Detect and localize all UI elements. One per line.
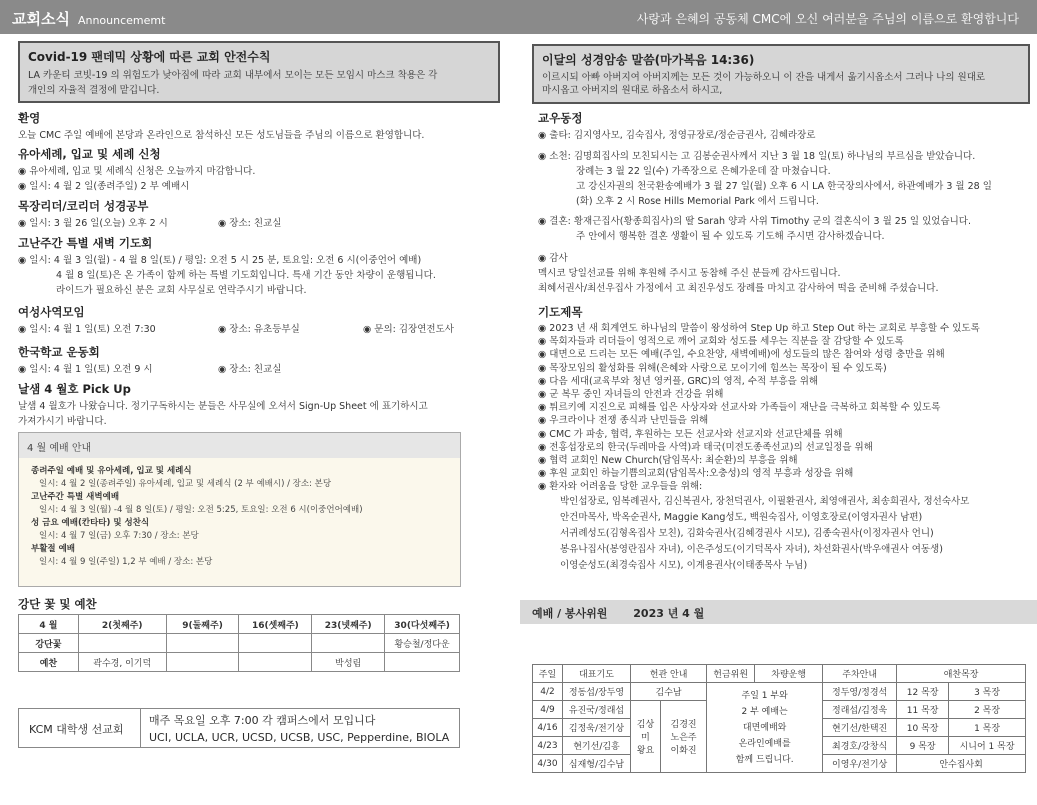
table-row <box>533 683 1026 701</box>
news-death-3: 고 강신자권의 천국환송예배가 3 월 27 일(월) 오후 6 시 LA 한국장의사에서, 하관예배가 3 월 28 일 <box>576 181 992 192</box>
table-cell: 주일 <box>533 665 563 683</box>
table-cell: 정동섭/장두영 <box>563 683 631 701</box>
table-cell: 9(둘째주) <box>166 615 239 634</box>
top-banner <box>0 0 1037 34</box>
list-item: ◉ 군 복무 중인 자녀들의 안전과 건강을 위해 <box>538 389 724 401</box>
welcome-body: 오늘 CMC 주일 예배에 본당과 온라인으로 참석하신 모든 성도님들을 주님의 이름으로 환영합니다. <box>18 130 425 141</box>
covid-body-2: 개인의 자율적 결정에 맡깁니다. <box>28 85 160 96</box>
verse-title: 이달의 성경암송 말씀(마가복음 14:36) <box>542 53 755 67</box>
list-item: ◉ 환자와 어려움을 당한 교우들을 위해: <box>538 481 703 493</box>
april-key-2: 고난주간 특별 새벽예배 <box>31 492 120 502</box>
news-thanks-2: 최혜서권사/최선우집사 가정에서 고 최진우성도 장례를 마치고 감사하여 떡을 준비해 주셨습니다. <box>538 283 939 294</box>
table-cell: 강단꽃 <box>19 634 79 653</box>
list-item: ◉ 목장모임의 활성화를 위해(은혜와 사랑으로 모이기에 힘쓰는 목장이 될 수 있도록) <box>538 362 887 374</box>
table-cell: 9 목장 <box>897 737 949 755</box>
table-cell: 3 목장 <box>949 683 1026 701</box>
table-cell: 현기선/김흥 <box>563 737 631 755</box>
table-cell: 정래섭/김정욱 <box>823 701 897 719</box>
news-thanks: ◉ 감사 <box>538 253 568 264</box>
verse-box <box>532 44 1030 104</box>
table-cell: 16(셋째주) <box>239 615 312 634</box>
table-row <box>19 615 460 634</box>
pickup-line-2: 가져가시기 바랍니다. <box>18 416 107 427</box>
table-cell: 30(다섯째주) <box>385 615 460 634</box>
table-cell: 4/9 <box>533 701 563 719</box>
table-cell: 박성림 <box>312 653 385 672</box>
pickup-title: 날샘 4 월호 Pick Up <box>18 382 131 396</box>
flowers-title: 강단 꽃 및 예찬 <box>18 597 97 611</box>
table-cell: 김수남 <box>631 683 707 701</box>
table-cell <box>239 653 312 672</box>
left-column <box>0 34 518 805</box>
school-date: ◉ 일시: 4 월 1 일(토) 오전 9 시 <box>18 364 153 375</box>
news-section <box>538 110 1033 296</box>
april-val-4: 일시: 4 월 9 일(주일) 1,2 부 예배 / 장소: 본당 <box>39 557 213 567</box>
verse-line-2: 마시옵고 아버지의 원대로 하옵소서 하시고, <box>542 85 723 96</box>
news-wedding-1: ◉ 결혼: 황재근집사(황종희집사)의 딸 Sarah 양과 사위 Timothy 군의 결혼식이 3 월 25 일 있었습니다. <box>538 216 972 227</box>
flowers-section <box>18 596 97 614</box>
table-cell: 황승철/정다운 <box>385 634 460 653</box>
table-cell <box>312 634 385 653</box>
list-item: ◉ 전홍섭장로의 한국(두레마을 사역)과 태국(미전도종족선교)의 선교일정을 위해 <box>538 441 873 453</box>
sick-list-line: 박인섭장로, 임복례권사, 김신복권사, 장천덕권사, 이필환권사, 최영애권사, 최송희권사, 정선숙사모 <box>560 495 970 507</box>
kcm-name: KCM 대학생 선교회 <box>19 709 141 747</box>
table-cell: 김상미 왕요 <box>631 701 661 773</box>
school-title: 한국학교 운동회 <box>18 345 100 359</box>
table-cell: 4/16 <box>533 719 563 737</box>
section-title-en: Announcememt <box>77 14 166 27</box>
news-death-2: 장례는 3 월 22 일(수) 가족장으로 은혜가운데 잘 마쳤습니다. <box>576 166 831 177</box>
table-cell: 11 목장 <box>897 701 949 719</box>
baptism-line-2: ◉ 일시: 4 월 2 일(종려주일) 2 부 예배시 <box>18 181 190 192</box>
table-cell: 주차안내 <box>823 665 897 683</box>
covid-body-1: LA 카운티 코빗-19 의 위험도가 낮아짐에 따라 교회 내부에서 모이는 모든 모임시 마스크 착용은 각 <box>28 70 438 81</box>
pickup-section <box>18 381 508 429</box>
kcm-box <box>18 708 460 748</box>
news-trip: ◉ 출타: 김지영사모, 김숙집사, 정영규장로/정순금권사, 김혜라장로 <box>538 130 816 141</box>
table-cell <box>239 634 312 653</box>
list-item: ◉ 2023 년 새 회계연도 하나님의 말씀이 왕성하여 Step Up 하고 Step Out 하는 교회로 부흥할 수 있도록 <box>538 323 980 334</box>
list-item: ◉ 튀르키예 지진으로 피해를 입은 사상자와 선교사와 가족들이 재난을 극복하고 회복할 수 있도록 <box>538 402 941 414</box>
worship-bar <box>520 600 1037 624</box>
table-cell: 최경호/강창식 <box>823 737 897 755</box>
table-cell: 1 목장 <box>949 719 1026 737</box>
table-cell: 안수집사회 <box>897 755 1026 773</box>
dawn-line-1: ◉ 일시: 4 월 3 일(월) - 4 월 8 일(토) / 평일: 오전 5 시 25 분, 토요일: 오전 6 시(이중언어 예배) <box>18 255 422 266</box>
welcome-section <box>18 110 508 143</box>
women-section <box>18 304 513 337</box>
women-place: ◉ 장소: 유초등부실 <box>218 324 300 335</box>
kcm-line-2: UCI, UCLA, UCR, UCSD, UCSB, USC, Pepperdine, BIOLA <box>149 731 450 744</box>
table-cell: 2 목장 <box>949 701 1026 719</box>
table-cell: 정두영/정경석 <box>823 683 897 701</box>
sick-list-line: 서귀례성도(김형옥집사 모친), 김화숙권사(김혜경권사 시모), 김종숙권사(이정자권사 언니) <box>560 527 934 539</box>
table-cell: 4 월 <box>19 615 79 634</box>
flowers-table <box>18 614 460 672</box>
table-cell: 심재형/김수남 <box>563 755 631 773</box>
sick-list-line: 안건마목사, 박옥순권사, Maggie Kang성도, 백원숙집사, 이영호장로(이영자권사 남편) <box>560 511 923 523</box>
section-title: 교회소식 Announcememt <box>12 10 166 28</box>
table-cell: 4/2 <box>533 683 563 701</box>
dawn-line-2: 4 월 8 일(토)은 온 가족이 함께 하는 특별 기도회입니다. 특새 기간 동안 차량이 운행됩니다. <box>56 270 436 281</box>
bible-study-date: ◉ 일시: 3 월 26 일(오늘) 오후 2 시 <box>18 218 168 229</box>
list-item: ◉ 협력 교회인 New Church(담임목사: 최순환)의 부흥을 위해 <box>538 455 798 467</box>
women-contact: ◉ 문의: 김장연전도사 <box>363 324 454 335</box>
table-cell: 김정욱/전기상 <box>563 719 631 737</box>
welcome-banner: 사랑과 은혜의 공동체 CMC에 오신 여러분을 주님의 이름으로 환영합니다 <box>636 12 1019 26</box>
table-cell: 23(넷째주) <box>312 615 385 634</box>
table-cell: 애찬목장 <box>897 665 1026 683</box>
table-cell: 헌관 안내 <box>631 665 707 683</box>
table-cell: 곽수경, 이기덕 <box>78 653 166 672</box>
table-row <box>19 634 460 653</box>
prayer-title: 기도제목 <box>538 305 583 319</box>
worship-month: 2023 년 4 월 <box>633 607 705 620</box>
news-wedding-2: 주 안에서 행복한 결혼 생활이 될 수 있도록 기도해 주시면 감사하겠습니다. <box>576 231 885 242</box>
table-cell: 유진국/정래섭 <box>563 701 631 719</box>
table-cell: 헌금위원 <box>707 665 755 683</box>
news-death-1: ◉ 소천: 김명희집사의 모친되시는 고 김봉순권사께서 지난 3 월 18 일(토) 하나님의 부르심을 받았습니다. <box>538 151 976 162</box>
table-row <box>533 665 1026 683</box>
table-cell: 10 목장 <box>897 719 949 737</box>
april-title: 4 월 예배 안내 <box>19 433 460 458</box>
table-cell: 예찬 <box>19 653 79 672</box>
prayer-section <box>538 304 1033 574</box>
table-row <box>19 653 460 672</box>
list-item: ◉ 대면으로 드리는 모든 예배(주일, 수요찬양, 새벽예배)에 성도들의 많은 참여와 성령 충만을 위해 <box>538 349 945 361</box>
sick-list-line: 봉유나집사(봉영란집사 자녀), 이은주성도(이기덕목사 자녀), 차선화권사(박우애권사 여동생) <box>560 543 943 555</box>
baptism-title: 유아세례, 입교 및 세례 신청 <box>18 147 161 161</box>
dawn-line-3: 라이드가 필요하신 분은 교회 사무실로 연락주시기 바랍니다. <box>56 285 307 296</box>
news-title: 교우동정 <box>538 111 583 125</box>
table-cell <box>78 634 166 653</box>
table-cell: 주일 1 부와 2 부 예배는 대면예배와 온라인예배를 함께 드립니다. <box>707 683 823 773</box>
news-death-4: (화) 오후 2 시 Rose Hills Memorial Park 에서 드립니다. <box>576 196 819 207</box>
table-cell: 김경진 노은주 이화진 <box>661 701 707 773</box>
school-section <box>18 344 508 377</box>
list-item: ◉ 후원 교회인 하늘기쁨의교회(담임목사:오충성)의 영적 부흥과 성장을 위해 <box>538 468 854 480</box>
april-key-4: 부활절 예배 <box>31 544 76 554</box>
table-cell <box>166 653 239 672</box>
welcome-title: 환영 <box>18 111 41 125</box>
news-thanks-1: 멕시코 당일선교를 위해 후원해 주시고 동참해 주신 분들께 감사드립니다. <box>538 268 841 279</box>
table-cell: 시니어 1 목장 <box>949 737 1026 755</box>
table-cell: 4/23 <box>533 737 563 755</box>
pickup-line-1: 날샘 4 월호가 나왔습니다. 정기구독하시는 분들은 사무실에 오셔서 Sign-Up Sheet 에 표기하시고 <box>18 401 428 412</box>
covid-notice <box>18 41 500 103</box>
april-worship-box <box>18 432 461 587</box>
list-item: ◉ 다음 세대(교육부와 청년 영커플, GRC)의 영적, 수적 부흥을 위해 <box>538 375 819 387</box>
bible-study-title: 목장리더/코리더 성경공부 <box>18 199 149 213</box>
covid-title: Covid-19 팬데믹 상황에 따른 교회 안전수칙 <box>28 50 271 64</box>
baptism-line-1: ◉ 유아세례, 입교 및 세례식 신청은 오늘까지 마감합니다. <box>18 166 256 177</box>
table-cell: 차량운행 <box>755 665 823 683</box>
worship-title: 예배 / 봉사위원 <box>532 607 608 620</box>
table-cell: 이영우/전기상 <box>823 755 897 773</box>
table-cell: 4/30 <box>533 755 563 773</box>
table-cell: 12 목장 <box>897 683 949 701</box>
women-date: ◉ 일시: 4 월 1 일(토) 오전 7:30 <box>18 324 156 335</box>
kcm-line-1: 매주 목요일 오후 7:00 각 캠퍼스에서 모입니다 <box>149 714 376 727</box>
table-cell: 2(첫째주) <box>78 615 166 634</box>
april-val-1: 일시: 4 월 2 일(종려주일) 유아세례, 입교 및 세례식 (2 부 예배시) / 장소: 본당 <box>39 479 332 489</box>
women-title: 여성사역모임 <box>18 305 85 319</box>
april-key-1: 종려주일 예배 및 유아세례, 입교 및 세례식 <box>31 466 192 476</box>
list-item: ◉ CMC 가 파송, 협력, 후원하는 모든 선교사와 선교지와 선교단체를 위해 <box>538 428 843 440</box>
school-place: ◉ 장소: 친교실 <box>218 364 282 375</box>
april-val-3: 일시: 4 월 7 일(금) 오후 7:30 / 장소: 본당 <box>39 531 199 541</box>
table-cell: 대표기도 <box>563 665 631 683</box>
april-key-3: 성 금요 예배(칸타타) 및 성찬식 <box>31 518 150 528</box>
worship-table <box>532 664 1026 773</box>
list-item: ◉ 우크라이나 전쟁 종식과 난민들을 위해 <box>538 415 709 427</box>
dawn-title: 고난주간 특별 새벽 기도회 <box>18 236 153 250</box>
sick-list-line: 이영순성도(최경숙집사 시모), 이계용권사(이태종목사 누님) <box>560 559 808 571</box>
bible-study-place: ◉ 장소: 친교실 <box>218 218 282 229</box>
bible-study-section <box>18 198 508 231</box>
dawn-prayer-section <box>18 235 513 298</box>
baptism-section <box>18 146 508 194</box>
list-item: ◉ 목회자들과 리더들이 영적으로 깨어 교회와 성도를 세우는 직분을 잘 감당할 수 있도록 <box>538 336 904 348</box>
verse-line-1: 이르시되 아빠 아버지여 아버지께는 모든 것이 가능하오니 이 잔을 내게서 옮기시옵소서 그러나 나의 원대로 <box>542 72 986 83</box>
table-cell: 현기선/한택진 <box>823 719 897 737</box>
april-val-2: 일시: 4 월 3 일(월) -4 월 8 일(토) / 평일: 오전 5:25, 토요일: 오전 6 시(이중언어예배) <box>39 505 363 515</box>
table-cell <box>166 634 239 653</box>
table-cell <box>385 653 460 672</box>
